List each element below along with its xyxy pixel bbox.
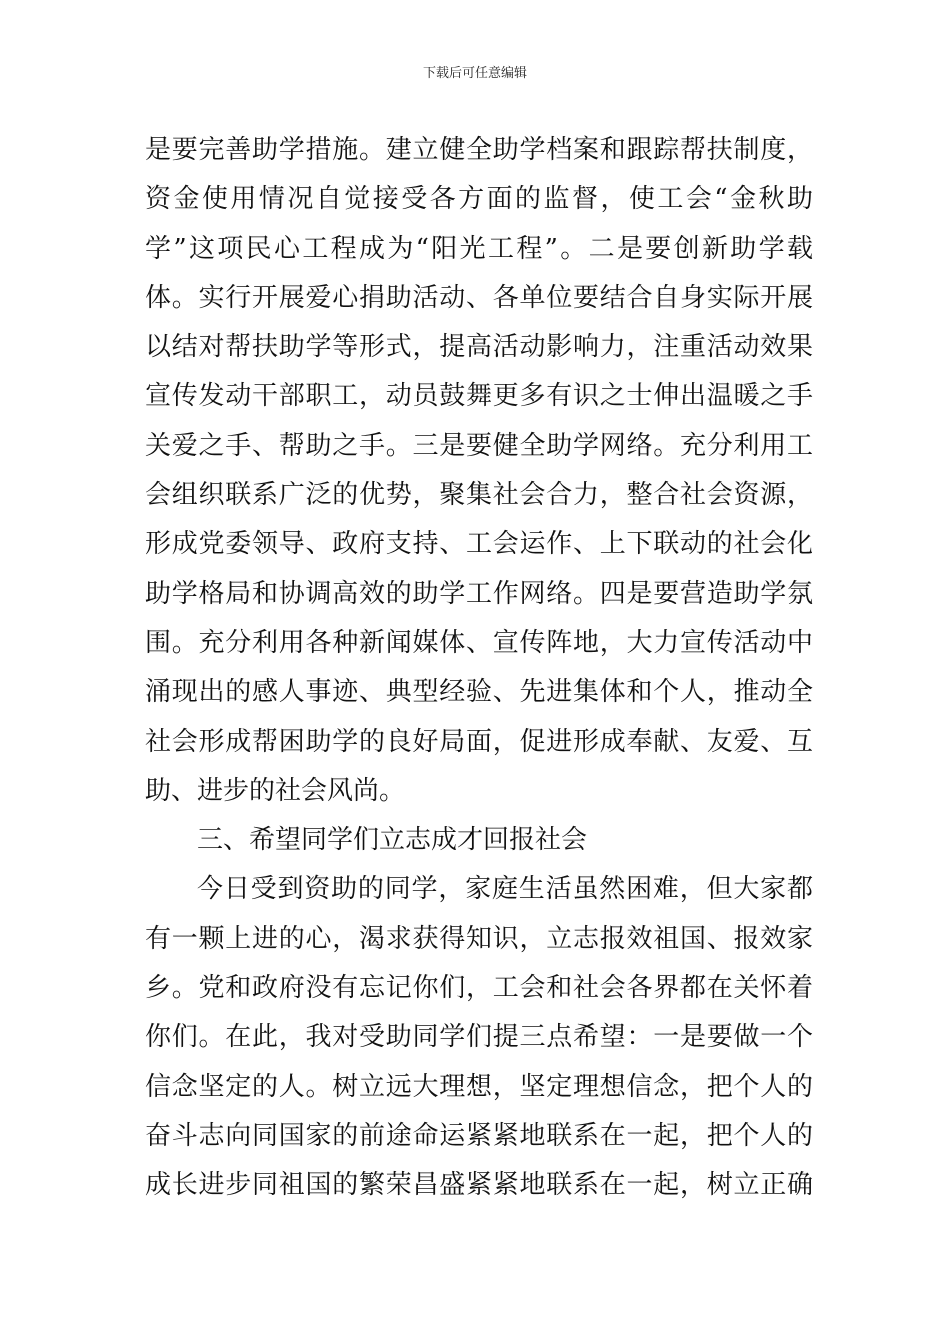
section-heading: 三、希望同学们立志成才回报社会 <box>197 825 588 856</box>
body-line: 奋斗志向同国家的前途命运紧紧地联系在一起，把个人的 <box>145 1120 813 1151</box>
body-line: 围。充分利用各种新闻媒体、宣传阵地，大力宣传活动中 <box>145 627 813 658</box>
body-line: 信念坚定的人。树立远大理想，坚定理想信念，把个人的 <box>145 1071 813 1102</box>
body-line: 助学格局和协调高效的助学工作网络。四是要营造助学氛 <box>145 578 813 609</box>
body-line: 宣传发动干部职工，动员鼓舞更多有识之士伸出温暖之手 <box>145 381 813 412</box>
body-line: 关爱之手、帮助之手。三是要健全助学网络。充分利用工 <box>145 430 813 461</box>
body-line: 学”这项民心工程成为“阳光工程”。二是要创新助学载 <box>145 233 813 264</box>
body-line: 成长进步同祖国的繁荣昌盛紧紧地联系在一起，树立正确 <box>145 1170 813 1201</box>
body-line: 涌现出的感人事迹、典型经验、先进集体和个人，推动全 <box>145 677 813 708</box>
document-body <box>145 126 813 1211</box>
body-line: 体。实行开展爱心捐助活动、各单位要结合自身实际开展 <box>145 282 813 313</box>
body-line: 有一颗上进的心，渴求获得知识，立志报效祖国、报效家 <box>145 923 813 954</box>
body-line: 以结对帮扶助学等形式，提高活动影响力，注重活动效果 <box>145 332 813 363</box>
body-line: 会组织联系广泛的优势，聚集社会合力，整合社会资源， <box>145 480 813 511</box>
body-line: 是要完善助学措施。建立健全助学档案和跟踪帮扶制度， <box>145 135 813 165</box>
page-header: 下载后可任意编辑 <box>422 66 527 81</box>
body-line: 乡。党和政府没有忘记你们，工会和社会各界都在关怀着 <box>145 973 813 1004</box>
body-line: 助、进步的社会风尚。 <box>145 775 406 806</box>
body-line: 资金使用情况自觉接受各方面的监督，使工会“金秋助 <box>145 184 813 215</box>
body-line: 你们。在此，我对受助同学们提三点希望：一是要做一个 <box>145 1022 813 1053</box>
body-line: 今日受到资助的同学，家庭生活虽然困难，但大家都 <box>197 874 813 905</box>
body-line: 社会形成帮困助学的良好局面，促进形成奉献、友爱、互 <box>145 726 813 757</box>
body-line: 形成党委领导、政府支持、工会运作、上下联动的社会化 <box>145 529 813 560</box>
